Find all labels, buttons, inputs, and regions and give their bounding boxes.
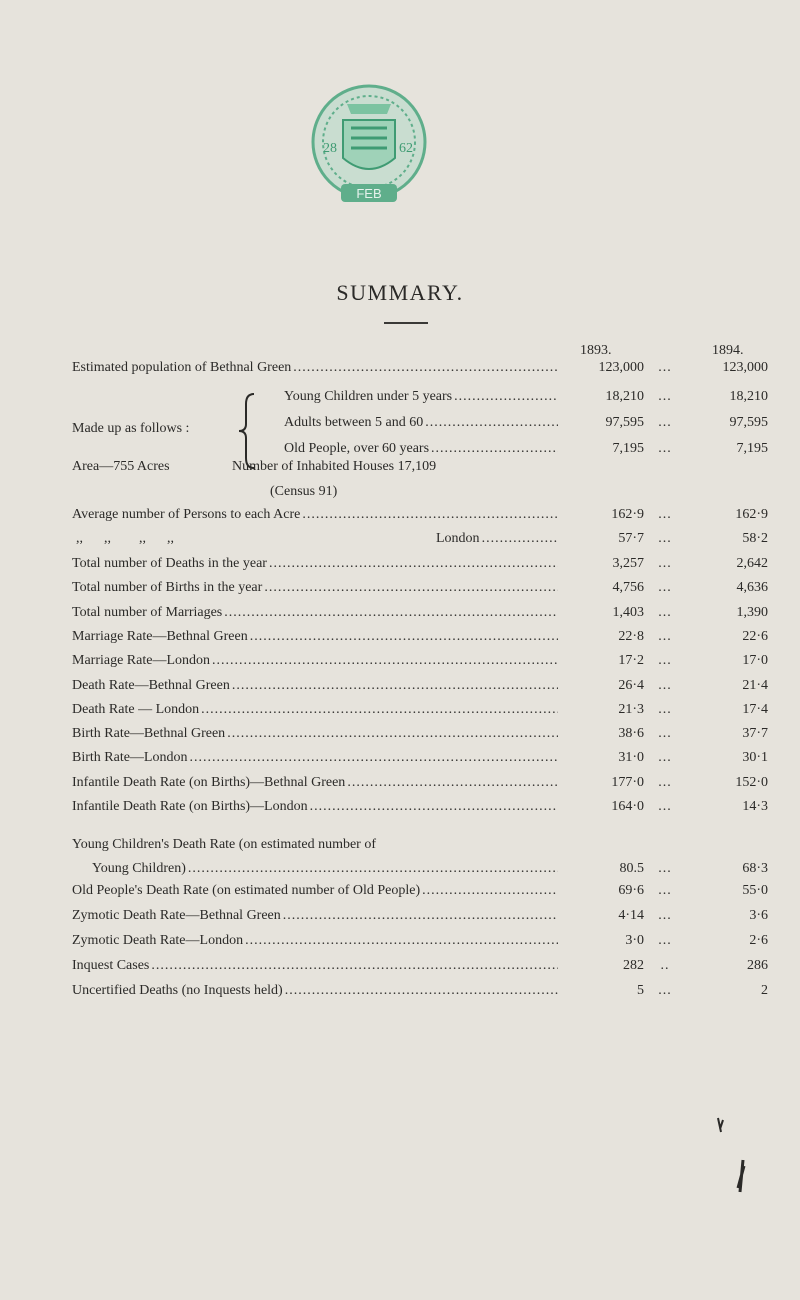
value-1894: 123,000 xyxy=(722,360,768,375)
population-row xyxy=(72,357,768,379)
value-1893: 4,756 xyxy=(612,580,644,596)
row-label: Zymotic Death Rate—London xyxy=(72,933,244,948)
separator: ... xyxy=(658,933,672,948)
made-up-row xyxy=(284,412,768,434)
value-1894: 2·6 xyxy=(749,933,768,948)
value-1893: 18,210 xyxy=(605,389,644,404)
value-1894: 30·1 xyxy=(742,750,768,766)
ditto-marks: ,, ,, ,, ,, xyxy=(76,531,174,546)
row-label: Death Rate — London xyxy=(72,701,200,717)
row-label: Average number of Persons to each Acre xyxy=(72,507,301,522)
row-label: Estimated population of Bethnal Green xyxy=(72,360,292,375)
separator: ... xyxy=(658,861,672,876)
statistic-row xyxy=(72,905,768,927)
separator: ... xyxy=(658,360,672,375)
year-header-1893: 1893. xyxy=(580,343,612,358)
made-up-row xyxy=(284,386,768,408)
ink-mark xyxy=(716,1117,726,1133)
separator: ... xyxy=(658,908,672,923)
separator: ... xyxy=(658,774,672,790)
value-1893: 123,000 xyxy=(598,360,644,375)
statistic-row xyxy=(72,796,768,818)
row-label: Inquest Cases xyxy=(72,958,150,973)
statistic-row xyxy=(72,675,768,697)
avg-london-row xyxy=(72,528,768,550)
separator: .. xyxy=(660,958,670,973)
separator: ... xyxy=(658,531,672,546)
value-1893: 282 xyxy=(623,958,644,973)
title-rule xyxy=(384,322,428,324)
statistic-row xyxy=(72,980,768,1002)
row-label: Total number of Births in the year xyxy=(72,580,263,596)
value-1893: 7,195 xyxy=(612,441,644,456)
separator: ... xyxy=(658,726,672,742)
made-up-label: Made up as follows : xyxy=(72,421,190,436)
row-label: Marriage Rate—London xyxy=(72,653,211,669)
ink-mark xyxy=(734,1158,748,1194)
row-label: Adults between 5 and 60 xyxy=(284,415,424,430)
houses-text: Number of Inhabited Houses 17,109 xyxy=(232,459,437,474)
statistic-row xyxy=(72,955,768,977)
value-1894: 4,636 xyxy=(736,580,768,596)
value-1894: 2 xyxy=(761,983,768,998)
census-text: (Census 91) xyxy=(270,484,338,499)
value-1894: 58·2 xyxy=(742,531,768,546)
row-label: Infantile Death Rate (on Births)—Bethnal Green xyxy=(72,774,346,790)
statistic-row xyxy=(72,699,768,721)
row-label: Infantile Death Rate (on Births)—London xyxy=(72,799,308,814)
value-1894: 68·3 xyxy=(742,861,768,876)
value-1894: 17·0 xyxy=(742,653,768,669)
separator: ... xyxy=(658,628,672,644)
value-1893: 177·0 xyxy=(611,774,644,790)
value-1893: 1,403 xyxy=(612,604,644,620)
row-label: Uncertified Deaths (no Inquests held) xyxy=(72,983,283,998)
separator: ... xyxy=(658,441,672,456)
statistic-row xyxy=(72,553,768,575)
row-label: Birth Rate—Bethnal Green xyxy=(72,726,226,742)
separator: ... xyxy=(658,799,672,814)
row-label: Total number of Marriages xyxy=(72,604,223,620)
value-1893: 31·0 xyxy=(618,750,644,766)
separator: ... xyxy=(658,883,672,898)
row-label: Death Rate—Bethnal Green xyxy=(72,677,230,693)
value-1894: 286 xyxy=(747,958,768,973)
value-1894: 162·9 xyxy=(735,507,768,522)
library-stamp-seal xyxy=(303,80,435,212)
value-1894: 1,390 xyxy=(736,604,768,620)
value-1894: 18,210 xyxy=(729,389,768,404)
value-1893: 97,595 xyxy=(605,415,644,430)
statistic-row xyxy=(72,650,768,672)
value-1893: 57·7 xyxy=(618,531,644,546)
row-label: Marriage Rate—Bethnal Green xyxy=(72,628,248,644)
value-1893: 162·9 xyxy=(611,507,644,522)
value-1894: 97,595 xyxy=(729,415,768,430)
stamp-month: FEB xyxy=(356,186,382,201)
page-title: SUMMARY. xyxy=(336,280,464,305)
separator: ... xyxy=(658,983,672,998)
young-children-row xyxy=(92,858,768,880)
stamp-year-right: 62 xyxy=(399,141,413,156)
row-label: Birth Rate—London xyxy=(72,750,188,766)
value-1894: 17·4 xyxy=(742,701,768,717)
value-1894: 14·3 xyxy=(742,799,768,814)
value-1893: 3,257 xyxy=(612,556,644,571)
separator: ... xyxy=(658,580,672,596)
value-1893: 69·6 xyxy=(618,883,644,898)
row-label: Total number of Deaths in the year xyxy=(72,556,267,571)
row-label: Young Children under 5 years xyxy=(284,389,453,404)
value-1893: 80.5 xyxy=(619,861,644,876)
value-1894: 7,195 xyxy=(736,441,768,456)
value-1894: 152·0 xyxy=(735,774,768,790)
separator: ... xyxy=(658,653,672,669)
value-1893: 4·14 xyxy=(618,908,644,923)
stamp-year-left: 28 xyxy=(323,141,337,156)
value-1893: 3·0 xyxy=(625,933,644,948)
row-label: Zymotic Death Rate—Bethnal Green xyxy=(72,908,281,923)
value-1894: 22·6 xyxy=(742,628,768,644)
separator: ... xyxy=(658,677,672,693)
avg-persons-row xyxy=(72,504,768,526)
year-header-1894: 1894. xyxy=(712,343,744,358)
separator: ... xyxy=(658,701,672,717)
value-1894: 2,642 xyxy=(736,556,768,571)
value-1893: 5 xyxy=(637,983,644,998)
value-1893: 38·6 xyxy=(618,726,644,742)
statistic-row xyxy=(72,747,768,769)
statistic-row xyxy=(72,723,768,745)
statistic-row xyxy=(72,577,768,599)
value-1893: 21·3 xyxy=(618,701,644,717)
statistic-row xyxy=(72,626,768,648)
value-1894: 37·7 xyxy=(742,726,768,742)
separator: ... xyxy=(658,604,672,620)
separator: ... xyxy=(658,415,672,430)
value-1893: 22·8 xyxy=(618,628,644,644)
statistic-row xyxy=(72,930,768,952)
separator: ... xyxy=(658,750,672,766)
value-1893: 164·0 xyxy=(611,799,644,814)
row-label: Old People, over 60 years xyxy=(284,441,430,456)
separator: ... xyxy=(658,389,672,404)
statistic-row xyxy=(72,602,768,624)
row-label: London xyxy=(436,531,480,546)
row-label: Young Children) xyxy=(92,861,186,876)
value-1893: 26·4 xyxy=(618,677,644,693)
row-label: Old People's Death Rate (on estimated number of Old People) xyxy=(72,883,421,898)
value-1894: 21·4 xyxy=(742,677,768,693)
value-1894: 3·6 xyxy=(749,908,768,923)
young-children-line1: Young Children's Death Rate (on estimated number of xyxy=(72,837,376,852)
separator: ... xyxy=(658,507,672,522)
value-1893: 17·2 xyxy=(618,653,644,669)
value-1894: 55·0 xyxy=(742,883,768,898)
separator: ... xyxy=(658,556,672,571)
statistic-row xyxy=(72,880,768,902)
area-text: Area—755 Acres xyxy=(72,459,170,474)
statistic-row xyxy=(72,772,768,794)
